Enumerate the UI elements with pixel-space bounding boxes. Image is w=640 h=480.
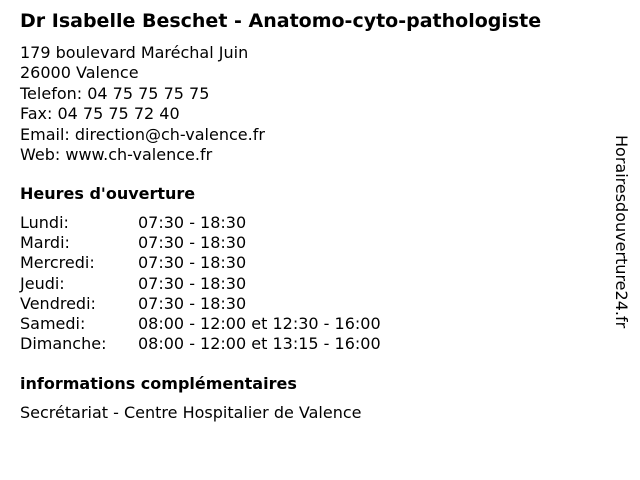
hours-day: Samedi:: [20, 314, 86, 334]
hours-row-lundi: [20, 213, 381, 233]
hours-day: Vendredi:: [20, 293, 96, 313]
hours-time: 08:00 - 12:00 et 13:15 - 16:00: [138, 334, 381, 354]
hours-row-vendredi: [20, 294, 381, 314]
hours-time: 07:30 - 18:30: [138, 293, 247, 313]
hours-row-mercredi: [20, 253, 381, 273]
hours-table: [20, 213, 381, 354]
contact-block: [20, 43, 265, 165]
hours-row-samedi: [20, 314, 381, 334]
page-title: Dr Isabelle Beschet - Anatomo-cyto-pathologiste: [20, 10, 542, 32]
hours-row-mardi: [20, 233, 381, 253]
hours-day: Lundi:: [20, 213, 69, 232]
hours-time: 07:30 - 18:30: [138, 253, 247, 273]
address-street: 179 boulevard Maréchal Juin: [20, 43, 249, 62]
fax-text: Fax: 04 75 75 72 40: [20, 104, 180, 124]
web-text: Web: www.ch-valence.fr: [20, 145, 213, 165]
watermark-text: Horairesdouverture24.fr: [612, 135, 631, 329]
address-city: 26000 Valence: [20, 63, 139, 83]
hours-time: 07:30 - 18:30: [138, 273, 247, 293]
phone-text: Telefon: 04 75 75 75 75: [20, 83, 210, 103]
hours-day: Jeudi:: [20, 273, 65, 293]
extra-info-heading: informations complémentaires: [20, 374, 297, 393]
hours-row-dimanche: [20, 334, 381, 354]
hours-day: Mercredi:: [20, 253, 95, 273]
hours-day: Mardi:: [20, 233, 70, 253]
hours-time: 07:30 - 18:30: [138, 233, 247, 253]
hours-row-jeudi: [20, 274, 381, 294]
email-text: Email: direction@ch-valence.fr: [20, 124, 265, 144]
hours-time: 08:00 - 12:00 et 12:30 - 16:00: [138, 314, 381, 334]
hours-day: Dimanche:: [20, 334, 107, 354]
hours-heading: Heures d'ouverture: [20, 184, 196, 203]
hours-time: 07:30 - 18:30: [138, 213, 247, 232]
extra-info-text: Secrétariat - Centre Hospitalier de Valence: [20, 403, 362, 422]
